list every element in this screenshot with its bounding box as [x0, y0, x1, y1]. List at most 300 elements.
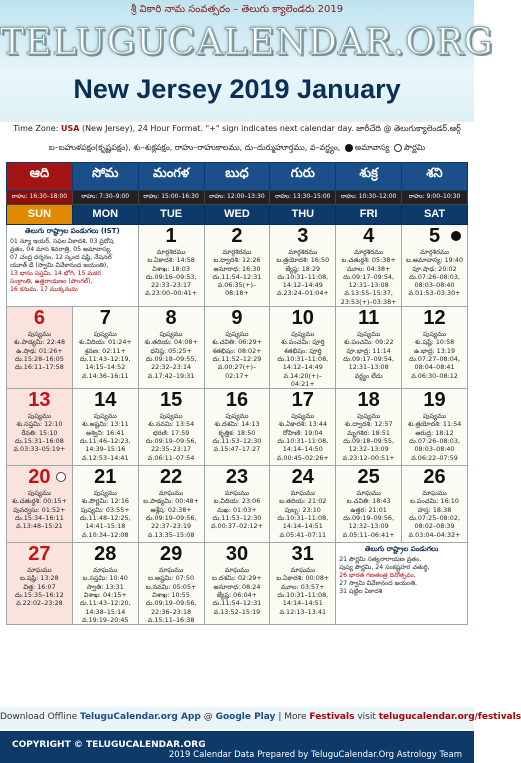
weekday-telugu: గురు	[270, 163, 336, 191]
day-detail: వ.03:04–04:32+	[408, 530, 461, 539]
day-cell[interactable]	[270, 307, 336, 389]
download-bar	[0, 707, 521, 729]
day-detail: విశాఖ: 18:03	[152, 264, 190, 273]
day-number: 6	[33, 307, 45, 330]
day-cell[interactable]	[204, 225, 270, 307]
day-detail: దు.10:31–11:08,	[277, 354, 329, 363]
day-detail: శు.పాడ్యమి: 22:48	[13, 338, 66, 347]
day-detail: వ.13:52–15:19	[213, 607, 261, 616]
day-cell[interactable]	[204, 466, 270, 543]
day-number: 31	[291, 543, 314, 566]
day-detail: మృగశిర: 18:51	[347, 428, 390, 437]
day-detail: మాఘము	[158, 566, 184, 575]
day-cell[interactable]	[204, 307, 270, 389]
day-detail: 14:14–14:51	[282, 599, 323, 608]
festivals-url-link[interactable]: telugucalendar.org/festivals	[378, 712, 521, 722]
day-detail: దు.09:16–09:53,	[145, 272, 197, 281]
day-detail: వర్జ్యం లేదు	[354, 371, 383, 380]
day-cell[interactable]	[138, 543, 204, 625]
day-detail: జ్యేష్ఠ: 18:29	[285, 264, 321, 273]
day-detail: దు.15:34–16:11	[15, 514, 64, 523]
day-cell[interactable]	[270, 225, 336, 307]
festival-line: యూత్ డే (స్వామి వివేకానంద జయంతి),	[10, 262, 109, 269]
day-number: 14	[94, 389, 117, 412]
separator: |	[278, 712, 282, 722]
day-detail: 14:38–15:14	[85, 607, 126, 616]
day-detail: దు.11:54–12:31	[212, 599, 262, 608]
day-detail: పుష్యమి: 03:55+	[80, 505, 130, 514]
day-detail: వ.15:47–17:27	[213, 445, 261, 454]
weekday-english: SUN	[7, 205, 73, 225]
day-detail: జ్యేష్ఠ: 06:04+	[216, 591, 257, 600]
day-detail: విశాఖ: 10:55	[152, 591, 190, 600]
day-detail: దు.11:46–12:23,	[79, 437, 131, 446]
day-number: 18	[357, 389, 380, 412]
day-cell[interactable]	[270, 389, 336, 466]
day-detail: వ.06:30–08:12	[411, 371, 458, 380]
day-number: 17	[291, 389, 314, 412]
day-detail: దు.09:18–09:55,	[343, 437, 395, 446]
day-detail: వ.05:41–07:11	[279, 530, 327, 539]
day-cell[interactable]	[72, 389, 138, 466]
day-detail: శతభిషం: 08:02+	[212, 346, 262, 355]
day-number: 19	[423, 389, 446, 412]
day-detail: మాఘము	[158, 489, 184, 498]
weekday-telugu: మంగళ	[138, 163, 204, 191]
day-cell[interactable]	[270, 466, 336, 543]
day-number: 9	[231, 307, 243, 330]
day-detail: ఉత్తర: 21:01	[350, 505, 387, 514]
day-detail: శు.పంచమి: పూర్తి	[281, 338, 325, 347]
day-detail: మాఘము	[27, 566, 52, 575]
app-link[interactable]: TeluguCalendar.org App	[80, 712, 201, 722]
day-detail: వ.05:11–06:41+	[342, 530, 395, 539]
day-detail: వ.03:33–05:19+	[13, 445, 66, 454]
day-detail: ఉ.షాఢ: 01:26+	[16, 346, 63, 355]
day-detail: 22:36–23:18	[151, 607, 192, 616]
day-detail: వ.06:35(+)–	[217, 281, 257, 290]
day-detail: 08:03–08:40	[414, 445, 455, 454]
full-moon-icon	[394, 144, 402, 152]
day-cell[interactable]	[7, 389, 73, 466]
day-detail: వ.17:42–19:31	[147, 371, 195, 380]
new-moon-icon	[345, 144, 353, 152]
day-detail: పుష్యము	[27, 489, 51, 498]
day-cell[interactable]	[138, 225, 204, 307]
weekday-telugu: ఆది	[7, 163, 73, 191]
weekday-english: SAT	[402, 205, 468, 225]
week-row	[7, 543, 468, 625]
day-cell[interactable]	[270, 543, 336, 625]
day-detail: 14:14–14:50	[282, 445, 323, 454]
day-detail: వ.13:48–15:21	[16, 522, 63, 531]
day-detail: పుష్యము	[225, 330, 249, 339]
day-detail: శు.పంచమి: 09:22	[343, 338, 394, 347]
more-text: More	[284, 712, 307, 722]
day-detail: బ.సప్తమి: 10:40	[82, 574, 128, 583]
festival-line: 27 స్వామి వివేకానంద జయంతి,	[339, 580, 417, 588]
day-detail: రోహిణి: 19:04	[282, 428, 323, 437]
day-cell[interactable]	[402, 225, 468, 307]
day-detail: 08:18+	[225, 289, 249, 298]
day-number: 28	[94, 543, 117, 566]
day-detail: 14:12–14:49	[282, 363, 323, 372]
day-cell[interactable]	[336, 389, 402, 466]
day-cell[interactable]	[7, 307, 73, 389]
day-detail: వ.06:22–07:59	[411, 453, 458, 462]
day-detail: బ.చతుర్దశి: 05:38+	[341, 256, 396, 265]
samvatsara-line: శ్రీ వికారి నామ సంవత్సరం – తెలుగు క్యాలెండరు 2019	[130, 4, 344, 15]
visit-text: visit	[357, 712, 376, 722]
day-detail: ఉ.భాద్ర: 13:19	[413, 346, 456, 355]
day-detail: శు.పౌర్ణమి: 12:16	[81, 497, 129, 506]
day-detail: బ.ఏకాదశి: 14:58	[147, 256, 195, 265]
day-detail: దు.11:43–12:19,	[79, 354, 131, 363]
day-detail: వ.06:11–07:54	[147, 453, 195, 462]
day-detail: దు.11:43–12:20,	[79, 599, 131, 608]
day-detail: బ.తదియ: 21:02	[279, 497, 327, 506]
day-detail: వ.15:11–16:38	[147, 615, 195, 624]
day-detail: దు.07:25–08:02,	[409, 514, 460, 523]
day-detail: శు.తదియ: 04:08+	[144, 338, 198, 347]
day-detail: దు.09:17–09:54,	[343, 272, 395, 281]
day-detail: 04:21+	[290, 379, 315, 388]
copyright: COPYRIGHT © TELUGUCALENDAR.ORG	[12, 740, 206, 750]
day-cell[interactable]	[138, 389, 204, 466]
day-cell[interactable]	[402, 466, 468, 543]
timezone-label: Time Zone:	[13, 124, 59, 133]
week-row	[7, 466, 468, 543]
acknowledgement: 2019 Calendar Data Prepared by TeluguCalendar.Org Astrology Team	[168, 750, 462, 760]
festival-line: 01 న్యూ ఇయర్, సఫల ఏకాదశి, 03 ప్రదోష	[10, 238, 114, 245]
day-detail: మాఘము	[422, 489, 447, 498]
timezone-line	[0, 124, 474, 135]
day-detail: వ.14:20(+)–	[283, 371, 323, 380]
day-detail: శు.ద్వాదశి: 12:57	[344, 420, 393, 429]
rahu-kalam: రాహు: 16:30–18:00	[7, 191, 73, 205]
festival-line: సంక్రాంతి, ఉత్తరాయణం (పొంగల్),	[10, 278, 93, 285]
day-detail: దు.15:35–16:12	[15, 591, 64, 600]
festival-line: 31 షట్టిల ఏకాదశి	[339, 588, 383, 596]
day-detail: బ.చవితి: 18:43	[346, 497, 391, 506]
day-detail: శు.దశమి: 14:13	[214, 420, 260, 429]
day-cell[interactable]	[72, 543, 138, 625]
rahu-kalam: రాహు: 12:00–13:30	[204, 191, 270, 205]
weekday-telugu: సోమ	[72, 163, 138, 191]
day-detail: భరణి: 17:59	[152, 428, 190, 437]
at-sign: @	[203, 712, 213, 722]
day-detail: దు.07:26–08:03,	[409, 437, 460, 446]
week-row	[7, 225, 468, 307]
day-number: 3	[297, 225, 309, 247]
day-detail: మాఘము	[290, 489, 315, 498]
day-detail: పూ.భాద్ర: 11:14	[346, 346, 391, 355]
page-title: New Jersey 2019 January	[73, 74, 401, 104]
day-detail: వ.23:24–01:04+	[276, 289, 329, 298]
day-detail: వ.10:34–12:08	[81, 530, 129, 539]
legend-full: పౌర్ణమి	[403, 143, 426, 152]
day-number: 23	[225, 466, 249, 489]
day-detail: వ.12:13–13:41	[279, 607, 327, 616]
day-detail: వ.12:53–14:41	[81, 453, 129, 462]
day-detail: పుష్యము	[27, 330, 51, 339]
festival-line: 16 కనుమ, 17 ముక్కనుమ	[10, 286, 78, 293]
day-cell[interactable]	[336, 225, 402, 307]
day-detail: మాఘము	[224, 489, 250, 498]
day-detail: దు.10:31–11:08,	[277, 514, 329, 523]
day-detail: రేవతి: 15:10	[21, 428, 58, 437]
copyright-bar	[0, 731, 474, 763]
day-detail: శు.త్రయోదశి: 11:54	[407, 420, 462, 429]
festival-line: 07 చంద్ర దర్శనం, 12 స్కంద షష్ఠి, నేషనల్	[10, 254, 112, 261]
day-detail: శు.అష్టమి: 13:11	[81, 420, 129, 429]
day-detail: శు.షష్ఠి: 10:58	[414, 338, 455, 347]
day-detail: వ.00:27(+)–	[217, 363, 257, 372]
day-detail: పునర్వసు: 01:52+	[13, 505, 66, 514]
legend-line	[0, 143, 474, 154]
day-detail: దు.10:31–11:08,	[277, 272, 329, 281]
day-detail: వ.13:35–15:08	[147, 530, 195, 539]
day-detail: దు.11:52–12:29	[212, 354, 262, 363]
day-detail: పుష్యము	[423, 412, 447, 421]
day-detail: శు.సప్తమి: 12:10	[16, 420, 63, 429]
day-cell[interactable]	[138, 307, 204, 389]
day-detail: పుష్యము	[159, 330, 183, 339]
day-detail: బ.షష్ఠి: 13:28	[20, 574, 59, 583]
day-detail: శు.విదియ: 01:24+	[78, 338, 132, 347]
day-detail: చిత్త: 16:07	[23, 582, 56, 591]
day-cell[interactable]	[138, 466, 204, 543]
weekday-english: THU	[270, 205, 336, 225]
day-detail: 12:32–13:09	[348, 522, 389, 531]
day-detail: దు.10:31–11:08,	[277, 437, 329, 446]
day-detail: మార్గశిరము	[354, 248, 384, 256]
day-number: 20	[28, 466, 51, 489]
day-detail: 12:31–13:08	[348, 281, 389, 290]
day-detail: దు.07:26–08:03,	[409, 272, 460, 281]
day-detail: మాఘము	[224, 566, 250, 575]
day-detail: మాఘము	[356, 489, 381, 498]
day-detail: అనూరాధ: 08:24	[213, 582, 261, 591]
day-number: 29	[159, 543, 183, 566]
day-detail: దు.07:27–08:04,	[409, 354, 460, 363]
day-number: 12	[423, 307, 446, 330]
day-detail: పుష్యము	[357, 412, 381, 421]
weekday-telugu: శుక్ర	[336, 163, 402, 191]
rahu-kalam: రాహు: 9:00–10:30	[402, 191, 468, 205]
day-detail: 14:39–15:16	[85, 445, 126, 454]
day-detail: దు.11:53–12:30	[212, 437, 262, 446]
day-detail: మఖ: 01:03+	[217, 505, 257, 514]
festivals-link[interactable]: Festivals	[309, 712, 355, 722]
rahu-kalam: రాహు: 7:30–9:00	[72, 191, 138, 205]
day-detail: దు.15:31–16:08	[15, 437, 64, 446]
day-detail: మాఘము	[93, 566, 118, 575]
day-detail: శ్రవణ: 02:11+	[84, 346, 126, 355]
calendar-grid	[6, 162, 468, 625]
weekday-english: MON	[72, 205, 138, 225]
day-detail: మూల: 04:38+	[346, 264, 391, 273]
day-number: 5	[428, 225, 441, 247]
day-number: 27	[28, 543, 51, 566]
day-number: 11	[358, 307, 380, 330]
rahu-kalam: రాహు: 10:30–12:00	[336, 191, 402, 205]
day-detail: శతభిషం: పూర్తి	[284, 346, 322, 355]
day-cell[interactable]	[336, 307, 402, 389]
day-detail: దు.09:19–09:56,	[145, 514, 197, 523]
header-banner	[0, 0, 494, 122]
day-cell[interactable]	[72, 307, 138, 389]
day-detail: పుష్యము	[159, 412, 183, 421]
weekday-telugu: శని	[402, 163, 468, 191]
day-cell[interactable]	[204, 543, 270, 625]
day-cell[interactable]	[402, 389, 468, 466]
day-detail: పుష్యము	[225, 412, 249, 421]
festival-line: 13 భాను సప్తమి, 14 భోగి, 15 మకర	[10, 270, 101, 277]
day-detail: పుబ్బ: 23:10	[284, 505, 321, 514]
day-detail: శు.ఏకాదశి: 13:44	[278, 420, 328, 429]
weekday-english: WED	[204, 205, 270, 225]
day-detail: బ.నవమి: 05:05+	[145, 582, 197, 591]
day-detail: ఆశ్లేష: 02:38+	[150, 505, 192, 514]
day-detail: దు.15:28–16:05	[15, 354, 64, 363]
day-number: 26	[423, 466, 446, 489]
day-detail: పుష్యము	[93, 412, 117, 421]
day-detail: బ.పంచమి: 16:10	[410, 497, 459, 506]
day-detail: పుష్యము	[93, 330, 117, 339]
rahu-kalam: రాహు: 13:30–15:00	[270, 191, 336, 205]
full-moon-icon	[56, 472, 66, 482]
day-detail: పుష్యము	[27, 412, 51, 421]
day-detail: కృత్తిక: 18:50	[218, 428, 256, 437]
day-number: 24	[291, 466, 314, 489]
day-number: 1	[165, 225, 177, 247]
day-detail: 14:12–14:49	[282, 281, 323, 290]
rahu-kalam: రాహు: 15:00–16:30	[138, 191, 204, 205]
day-detail: వ.01:53–03:30+	[408, 289, 461, 298]
day-detail: 22:35–23:17	[151, 445, 192, 454]
day-detail: వ.23:00–00:41+	[145, 289, 198, 298]
day-cell[interactable]	[7, 466, 73, 543]
week-row	[7, 307, 468, 389]
day-detail: 02:17+	[225, 371, 249, 380]
festival-list	[336, 543, 468, 625]
day-detail: బ.విదియ: 23:06	[213, 497, 261, 506]
day-detail: మార్గశిరము	[288, 248, 318, 256]
day-detail: దు.09:19–09:56,	[343, 514, 395, 523]
day-detail: వ.22:02–23:28	[16, 599, 63, 608]
day-detail: 14:14–14:51	[282, 522, 323, 531]
festival-line: పుష్య పౌర్ణమి, 24 సంకష్టహర చతుర్థి,	[339, 564, 430, 572]
day-detail: ఆరుద్ర: 18:12	[415, 428, 454, 437]
day-detail: దు.09:18–09:55,	[145, 354, 197, 363]
timezone-value: USA	[60, 124, 80, 133]
day-number: 2	[231, 225, 243, 247]
day-detail: శు.చతుర్దశి: 00:15+	[11, 497, 67, 506]
day-detail: 14:15–14:52	[85, 363, 126, 372]
day-detail: ధనిష్ఠ: 05:25+	[150, 346, 192, 355]
day-detail: హస్త: 18:38	[417, 505, 452, 514]
day-detail: 12:31–13:08	[348, 363, 389, 372]
day-number: 22	[159, 466, 183, 489]
legend-new: అమావాస్య	[354, 143, 390, 152]
day-detail: బ.ఏకాదశి: 00:08+	[276, 574, 330, 583]
day-detail: బ.దశమి: 02:29+	[212, 574, 262, 583]
day-detail: దు.10:31–11:08,	[277, 591, 329, 600]
day-detail: బ.అమావాస్య: 19:40	[406, 256, 464, 265]
day-detail: అనూరాధ: 16:30	[213, 264, 261, 273]
day-detail: వ.13:55–15:37,	[344, 289, 393, 298]
weekday-english: TUE	[138, 205, 204, 225]
day-cell[interactable]	[204, 389, 270, 466]
day-detail: మార్గశిరము	[156, 248, 186, 256]
day-detail: దు.11:54–12:31	[212, 272, 262, 281]
day-number: 13	[28, 389, 51, 412]
day-detail: దు.11:48–12:25,	[79, 514, 131, 523]
day-number: 10	[291, 307, 314, 330]
day-cell[interactable]	[336, 466, 402, 543]
day-detail: వ.00:37–02:12+	[210, 522, 263, 531]
day-detail: 12:32–13:09	[348, 445, 389, 454]
day-detail: స్వాతి: 13:31	[86, 582, 124, 591]
day-detail: వ.14:36–16:11	[81, 371, 129, 380]
day-detail: పుష్యము	[93, 489, 117, 498]
legend-text: బ–బహుళపక్షం(కృష్ణపక్షం), శు–శుక్లపక్షం, రాహు–రాహుకాలము, దు–దుర్ముహూర్తము, వ–వర్జ్యం,	[48, 143, 341, 152]
day-detail: బ.పాడ్యమి: 00:48+	[143, 497, 199, 506]
day-detail: 08:02–08:39	[414, 522, 455, 531]
day-cell[interactable]	[402, 307, 468, 389]
day-detail: పుష్యము	[423, 330, 447, 339]
day-detail: పుష్యము	[291, 330, 315, 339]
festival-line: 21 పౌర్ణమి సత్యనారాయణ వ్రతం,	[339, 556, 422, 564]
day-detail: విశాఖ: 04:15+	[83, 591, 127, 600]
day-detail: అశ్విని: 16:41	[86, 428, 125, 437]
festival-line: 26 భారత గణతంత్ర దినోత్సవం,	[339, 572, 416, 580]
day-detail: దు.09:19–09:56,	[145, 599, 197, 608]
day-detail: మూల: 03:57+	[281, 582, 325, 591]
weekday-english: FRI	[336, 205, 402, 225]
day-detail: మార్గశిరము	[420, 248, 449, 256]
festival-heading: తెలుగు రాష్ట్రాల పండుగలు (IST)	[25, 227, 120, 235]
day-detail: మార్గశిరము	[222, 248, 252, 256]
day-detail: దు.11:53–12:30	[212, 514, 262, 523]
google-play-link[interactable]: Google Play	[215, 712, 276, 722]
day-detail: 22:37–23:19	[151, 522, 192, 531]
festival-line: వ్రతం, 04 మాస శివరాత్రి, 05 అమావాస్య,	[10, 246, 112, 253]
day-number: 21	[94, 466, 117, 489]
day-detail: బ.త్రయోదశి: 16:50	[276, 256, 330, 265]
day-detail: శు.చవితి: 06:29+	[211, 338, 263, 347]
day-cell[interactable]	[7, 543, 73, 625]
day-detail: 08:04–08:41	[414, 363, 455, 372]
day-detail: బ.ద్వాదశి: 12:26	[213, 256, 261, 265]
day-cell[interactable]	[72, 466, 138, 543]
day-detail: పుష్యము	[291, 412, 315, 421]
day-detail: దు.09:17–09:54,	[343, 354, 395, 363]
day-number: 4	[363, 225, 375, 247]
timezone-rest: (New Jersey), 24 Hour Format. "+" sign indicates next calendar day. జారీచేది @ తెలుగుక్యాలెండర్.ఆర్గ్	[81, 124, 461, 133]
day-number: 8	[165, 307, 177, 330]
festival-list	[7, 225, 139, 307]
download-prefix: Download Offline	[0, 712, 78, 722]
day-number: 25	[357, 466, 380, 489]
festival-heading: తెలుగు రాష్ట్రాల పండుగలు	[364, 545, 439, 554]
day-detail: 23:53(+)–03:38+	[340, 297, 397, 306]
day-detail: బ.అష్టమి: 07:50	[148, 574, 195, 583]
weekday-telugu: బుధ	[204, 163, 270, 191]
day-number: 7	[99, 307, 111, 330]
day-detail: వ.19:19–20:45	[81, 615, 129, 624]
